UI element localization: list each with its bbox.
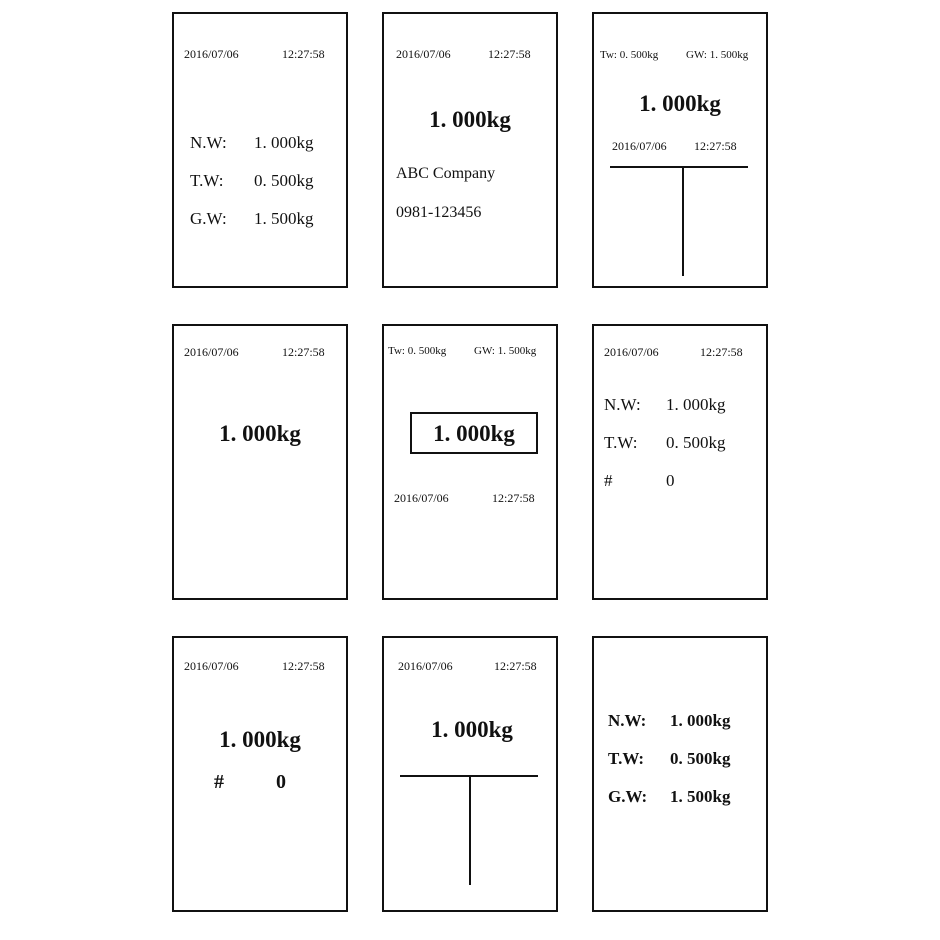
gross-weight-label: G.W:: [190, 209, 227, 228]
gross-weight-label: G.W:: [608, 787, 648, 806]
tare-header-tw: Tw: 0. 500kg: [388, 345, 447, 357]
date-label: 2016/07/06: [604, 345, 659, 359]
tare-header-tw: Tw: 0. 500kg: [600, 49, 659, 61]
count-label: #: [604, 471, 613, 490]
tare-weight-label: T.W:: [608, 749, 645, 768]
time-label: 12:27:58: [282, 345, 325, 359]
weight-display: 1. 000kg: [219, 421, 301, 446]
layout-card-3: [592, 12, 768, 288]
net-weight-value: 1. 000kg: [666, 395, 726, 414]
company-phone: 0981-123456: [396, 204, 482, 221]
net-weight-label: N.W:: [604, 395, 641, 414]
tare-weight-label: T.W:: [190, 171, 224, 190]
date-label: 2016/07/06: [184, 345, 239, 359]
weight-display: 1. 000kg: [639, 91, 721, 116]
divider-vertical: [682, 166, 684, 276]
date-label: 2016/07/06: [396, 47, 451, 61]
weight-display: 1. 000kg: [433, 421, 515, 446]
net-weight-label: N.W:: [608, 711, 647, 730]
layout-card-6: [592, 324, 768, 600]
layout-card-5: [382, 324, 558, 600]
tare-weight-label: T.W:: [604, 433, 638, 452]
date-label: 2016/07/06: [184, 659, 239, 673]
layout-card-9: [592, 636, 768, 912]
count-value: 0: [276, 771, 286, 793]
date-label: 2016/07/06: [612, 139, 667, 153]
layout-card-8: [382, 636, 558, 912]
tare-weight-value: 0. 500kg: [670, 749, 731, 768]
gross-weight-value: 1. 500kg: [670, 787, 731, 806]
tare-header-gw: GW: 1. 500kg: [474, 345, 537, 357]
date-label: 2016/07/06: [184, 47, 239, 61]
time-label: 12:27:58: [494, 659, 537, 673]
time-label: 12:27:58: [700, 345, 743, 359]
count-label: #: [214, 771, 224, 793]
tare-weight-value: 0. 500kg: [666, 433, 726, 452]
tare-header-gw: GW: 1. 500kg: [686, 49, 749, 61]
divider-horizontal: [610, 166, 748, 168]
net-weight-value: 1. 000kg: [254, 133, 314, 152]
time-label: 12:27:58: [488, 47, 531, 61]
weight-display: 1. 000kg: [219, 727, 301, 752]
date-label: 2016/07/06: [394, 491, 449, 505]
time-label: 12:27:58: [282, 659, 325, 673]
time-label: 12:27:58: [492, 491, 535, 505]
net-weight-value: 1. 000kg: [670, 711, 731, 730]
layout-card-7: [172, 636, 348, 912]
date-label: 2016/07/06: [398, 659, 453, 673]
weight-display: 1. 000kg: [429, 107, 511, 132]
gross-weight-value: 1. 500kg: [254, 209, 314, 228]
divider-vertical: [469, 775, 471, 885]
weight-display: 1. 000kg: [431, 717, 513, 742]
net-weight-label: N.W:: [190, 133, 227, 152]
layout-card-4: [172, 324, 348, 600]
layout-card-2: [382, 12, 558, 288]
time-label: 12:27:58: [282, 47, 325, 61]
count-value: 0: [666, 471, 675, 490]
layout-card-1: [172, 12, 348, 288]
company-name: ABC Company: [396, 165, 496, 182]
time-label: 12:27:58: [694, 139, 737, 153]
tare-weight-value: 0. 500kg: [254, 171, 314, 190]
